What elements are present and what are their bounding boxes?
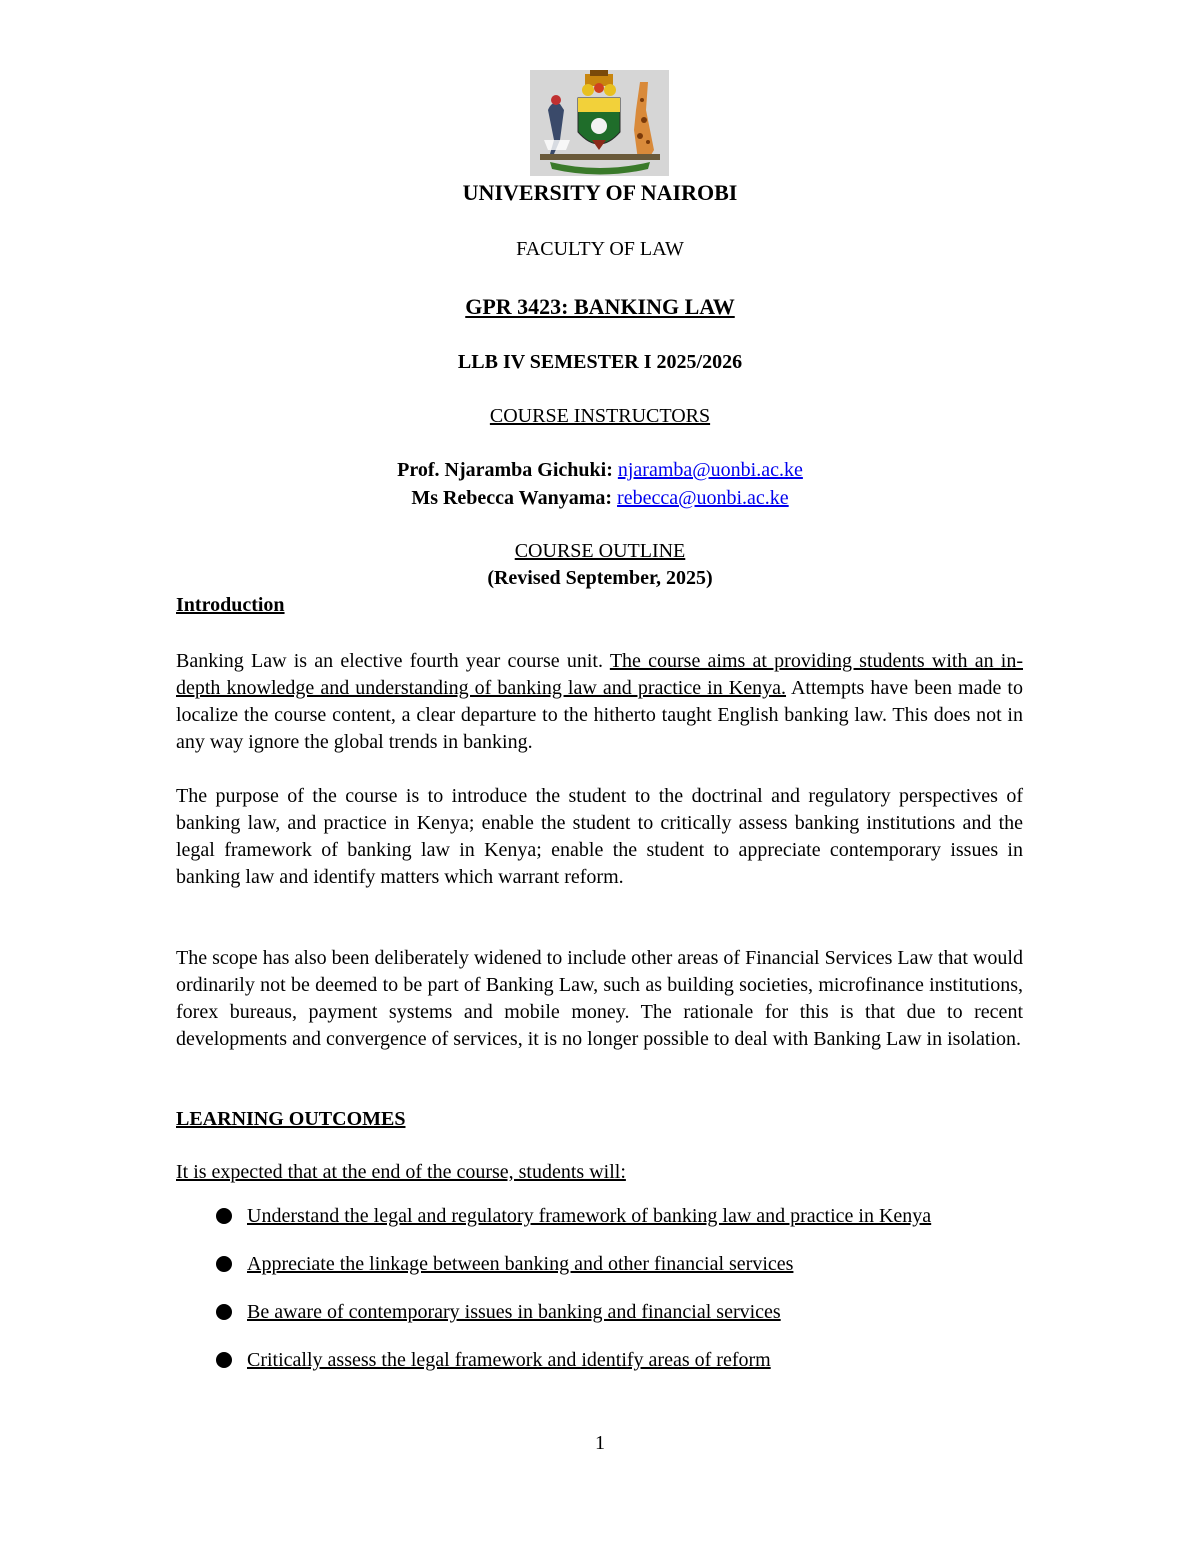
university-name: UNIVERSITY OF NAIROBI (462, 180, 738, 205)
bullet-icon (216, 1304, 232, 1320)
list-item (212, 1247, 1012, 1282)
faculty-name: FACULTY OF LAW (516, 238, 684, 260)
intro-paragraph-2: The purpose of the course is to introduce the student to the doctrinal and regulatory perspectives of banking law, and practice in Kenya; enable the student to critically assess banking institutions and the legal framework of banking law in Kenya; enable the student to appreciate contemporary issues in banking law and identify matters which warrant reform. (176, 785, 1023, 888)
intro-paragraph-1 (176, 648, 1023, 756)
introduction-heading: Introduction (176, 594, 285, 616)
outcome-text: Appreciate the linkage between banking and other financial services (247, 1253, 794, 1275)
instructor-name: Prof. Njaramba Gichuki: (397, 459, 613, 481)
learning-outcomes-heading: LEARNING OUTCOMES (176, 1108, 406, 1130)
coat-of-arms-icon (530, 70, 669, 176)
instructor-row (0, 487, 1200, 510)
university-crest (530, 70, 669, 176)
learning-outcomes-list (212, 1199, 1012, 1391)
revised-date: (Revised September, 2025) (487, 567, 713, 589)
instructor-name: Ms Rebecca Wanyama: (411, 487, 613, 509)
outcome-text: Be aware of contemporary issues in banking and financial services (247, 1301, 781, 1323)
bullet-icon (216, 1208, 232, 1224)
instructor-email-link[interactable]: njaramba@uonbi.ac.ke (617, 459, 803, 481)
semester-label: LLB IV SEMESTER I 2025/2026 (457, 351, 743, 373)
instructor-email-link[interactable]: rebecca@uonbi.ac.ke (617, 487, 789, 509)
outcome-text: Understand the legal and regulatory framework of banking law and practice in Kenya (247, 1205, 932, 1227)
intro-p1-start: Banking Law is an elective fourth year course unit. (176, 650, 610, 672)
learning-outcomes-intro: It is expected that at the end of the course, students will: (176, 1161, 626, 1183)
course-title: GPR 3423: BANKING LAW (465, 294, 735, 319)
list-item (212, 1199, 1012, 1234)
intro-paragraph-3: The scope has also been deliberately widened to include other areas of Financial Services Law that would ordinarily not be deemed to be part of Banking Law, such as building societies, microfinance institutions, forex bureaus, payment systems and mobile money. The rationale for this is that due to recent developments and convergence of services, it is no longer possible to deal with Banking Law in isolation. (176, 947, 1023, 1050)
outcome-text: Critically assess the legal framework and identify areas of reform (247, 1349, 771, 1371)
instructors-heading: COURSE INSTRUCTORS (489, 405, 711, 427)
intro-p1-underlined: The course aims at providing students with an in-depth knowledge and understanding of banking law and practice in Kenya. (176, 650, 1023, 699)
bullet-icon (216, 1352, 232, 1368)
course-outline-heading: COURSE OUTLINE (514, 540, 686, 562)
bullet-icon (216, 1256, 232, 1272)
instructor-row (0, 459, 1200, 482)
intro-p1-end: Attempts have been made to localize the course content, a clear departure to the hitherto taught English banking law. This does not in any way ignore the global trends in banking. (176, 677, 1023, 753)
page-number: 1 (595, 1432, 605, 1454)
list-item (212, 1343, 1012, 1378)
list-item (212, 1295, 1012, 1330)
